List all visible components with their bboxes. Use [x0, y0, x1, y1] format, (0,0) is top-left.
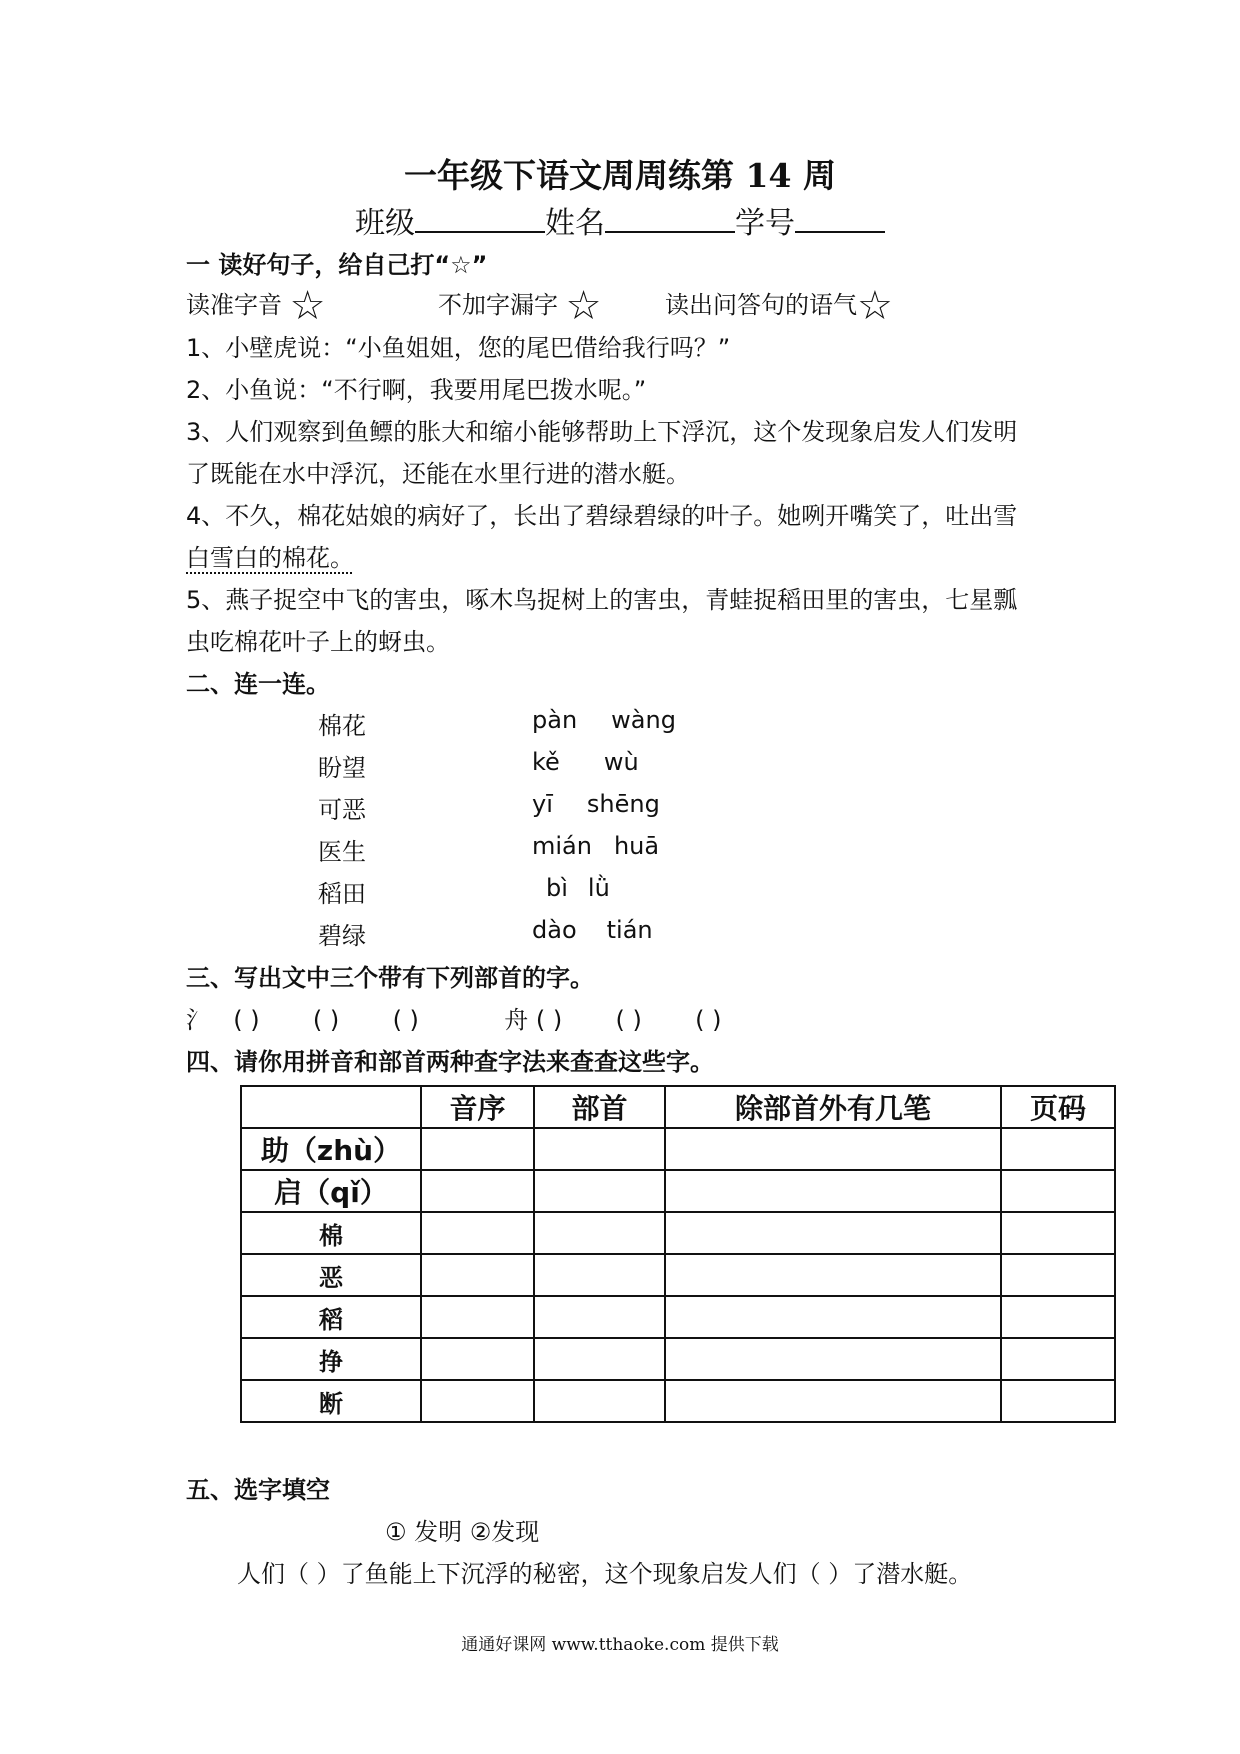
answer-cell[interactable] [665, 1296, 1001, 1338]
answer-cell[interactable] [421, 1338, 534, 1380]
name-label: 姓名 [545, 206, 605, 241]
answer-cell[interactable] [534, 1338, 665, 1380]
pinyin-syllable: wàng [611, 706, 676, 734]
table-row [241, 1212, 1115, 1254]
answer-cell[interactable] [534, 1296, 665, 1338]
table-header [241, 1086, 421, 1128]
answer-cell[interactable] [665, 1212, 1001, 1254]
row-character: 挣 [241, 1338, 421, 1380]
class-blank[interactable] [415, 203, 545, 233]
star-icon[interactable]: ☆ [289, 283, 326, 329]
answer-paren[interactable]: ( ) [615, 1006, 642, 1034]
answer-paren[interactable]: ( ) [392, 1006, 419, 1034]
pinyin-syllable: yī [532, 790, 553, 818]
star-row-3 [665, 283, 893, 329]
fill-options: ① 发明 ②发现 [385, 1518, 540, 1546]
lookup-table [240, 1085, 1116, 1423]
row-character: 恶 [241, 1254, 421, 1296]
sentence-1: 1、小壁虎说：“小鱼姐姐，您的尾巴借给我行吗？” [186, 334, 731, 362]
answer-cell[interactable] [1001, 1254, 1115, 1296]
student-info-line [0, 198, 1240, 242]
section1-heading: 一 读好句子，给自己打“☆” [186, 251, 488, 279]
table-header: 除部首外有几笔 [665, 1086, 1001, 1128]
answer-cell[interactable] [421, 1380, 534, 1422]
answer-cell[interactable] [1001, 1212, 1115, 1254]
row-character: 棉 [241, 1212, 421, 1254]
radical-row [186, 1000, 721, 1035]
star-label-pronunciation: 读准字音 [186, 291, 282, 319]
answer-cell[interactable] [421, 1170, 534, 1212]
match-pinyin[interactable] [532, 790, 660, 818]
page-title: 一年级下语文周周练第 14 周 [404, 156, 836, 195]
answer-paren[interactable]: ( ) [233, 1006, 260, 1034]
match-word[interactable]: 可恶 [318, 796, 366, 824]
answer-cell[interactable] [421, 1254, 534, 1296]
radical-water: 氵 [186, 1006, 210, 1034]
answer-cell[interactable] [665, 1254, 1001, 1296]
table-row [241, 1170, 1115, 1212]
fill-sentence[interactable]: 人们（ ）了鱼能上下沉浮的秘密，这个现象启发人们（ ）了潜水艇。 [237, 1560, 973, 1588]
table-header: 部首 [534, 1086, 665, 1128]
row-character: 助（zhù） [241, 1128, 421, 1170]
answer-paren[interactable]: ( ) [695, 1006, 722, 1034]
match-pinyin[interactable] [532, 706, 676, 734]
row-character: 稻 [241, 1296, 421, 1338]
answer-cell[interactable] [1001, 1380, 1115, 1422]
answer-paren[interactable]: ( ) [312, 1006, 340, 1034]
pinyin-syllable: wù [603, 748, 639, 776]
class-label: 班级 [355, 206, 415, 241]
name-blank[interactable] [605, 203, 735, 233]
pinyin-syllable: kě [532, 748, 560, 776]
match-word[interactable]: 碧绿 [318, 922, 366, 950]
answer-cell[interactable] [421, 1128, 534, 1170]
pinyin-syllable: pàn [532, 706, 578, 734]
star-row [186, 283, 326, 329]
radical-boat: 舟 [504, 1006, 529, 1034]
match-word[interactable]: 稻田 [318, 880, 366, 908]
section4-heading: 四、请你用拼音和部首两种查字法来查查这些字。 [186, 1048, 714, 1076]
star-icon[interactable]: ☆ [565, 283, 602, 329]
pinyin-syllable: bì [546, 874, 568, 902]
answer-cell[interactable] [665, 1170, 1001, 1212]
section5-heading: 五、选字填空 [186, 1476, 330, 1504]
match-word[interactable]: 盼望 [318, 754, 366, 782]
answer-cell[interactable] [421, 1212, 534, 1254]
sentence-5a: 5、燕子捉空中飞的害虫，啄木鸟捉树上的害虫，青蛙捉稻田里的害虫，七星瓢 [186, 586, 1018, 614]
pinyin-syllable: huā [613, 832, 660, 860]
star-icon[interactable]: ☆ [857, 283, 893, 329]
answer-cell[interactable] [534, 1170, 665, 1212]
id-label: 学号 [735, 206, 795, 241]
table-row [241, 1380, 1115, 1422]
answer-cell[interactable] [1001, 1296, 1115, 1338]
answer-cell[interactable] [534, 1128, 665, 1170]
section3-heading: 三、写出文中三个带有下列部首的字。 [186, 964, 594, 992]
answer-cell[interactable] [534, 1254, 665, 1296]
match-pinyin[interactable] [532, 748, 639, 776]
answer-paren[interactable]: ( ) [535, 1006, 563, 1034]
pinyin-syllable: tián [606, 916, 653, 944]
page-footer: 通通好课网 www.tthaoke.com 提供下载 [461, 1635, 779, 1655]
table-header: 音序 [421, 1086, 534, 1128]
sentence-5b: 虫吃棉花叶子上的蚜虫。 [186, 628, 450, 656]
pinyin-syllable: dào [532, 916, 577, 944]
table-row [241, 1296, 1115, 1338]
match-pinyin[interactable] [532, 916, 653, 944]
id-blank[interactable] [795, 203, 885, 233]
match-word[interactable]: 医生 [318, 838, 366, 866]
table-row [241, 1254, 1115, 1296]
sentence-2: 2、小鱼说：“不行啊，我要用尾巴拨水呢。” [186, 376, 647, 404]
table-header: 页码 [1001, 1086, 1115, 1128]
match-pinyin[interactable] [532, 832, 659, 860]
match-pinyin[interactable] [546, 874, 610, 902]
answer-cell[interactable] [665, 1380, 1001, 1422]
row-character: 断 [241, 1380, 421, 1422]
section2-heading: 二、连一连。 [186, 670, 330, 698]
answer-cell[interactable] [1001, 1170, 1115, 1212]
pinyin-syllable: mián [532, 832, 592, 860]
answer-cell[interactable] [421, 1296, 534, 1338]
sentence-4b: 白雪白的棉花。 [186, 544, 354, 572]
table-row [241, 1338, 1115, 1380]
answer-cell[interactable] [1001, 1338, 1115, 1380]
answer-cell[interactable] [1001, 1128, 1115, 1170]
table-row [241, 1128, 1115, 1170]
answer-cell[interactable] [534, 1380, 665, 1422]
pinyin-syllable: shēng [586, 790, 660, 818]
sentence-4a: 4、不久，棉花姑娘的病好了，长出了碧绿碧绿的叶子。她咧开嘴笑了，吐出雪 [186, 502, 1018, 530]
sentence-3b: 了既能在水中浮沉，还能在水里行进的潜水艇。 [186, 460, 690, 488]
star-row-2 [438, 283, 602, 329]
star-label-no-skip: 不加字漏字 [438, 291, 558, 319]
star-label-tone: 读出问答句的语气 [665, 291, 857, 319]
answer-cell[interactable] [665, 1128, 1001, 1170]
sentence-3a: 3、人们观察到鱼鳔的胀大和缩小能够帮助上下浮沉，这个发现象启发人们发明 [186, 418, 1018, 446]
table-header-row [241, 1086, 1115, 1128]
pinyin-syllable: lǜ [587, 874, 610, 902]
answer-cell[interactable] [665, 1338, 1001, 1380]
match-word[interactable]: 棉花 [318, 712, 366, 740]
row-character: 启（qǐ） [241, 1170, 421, 1212]
answer-cell[interactable] [534, 1212, 665, 1254]
